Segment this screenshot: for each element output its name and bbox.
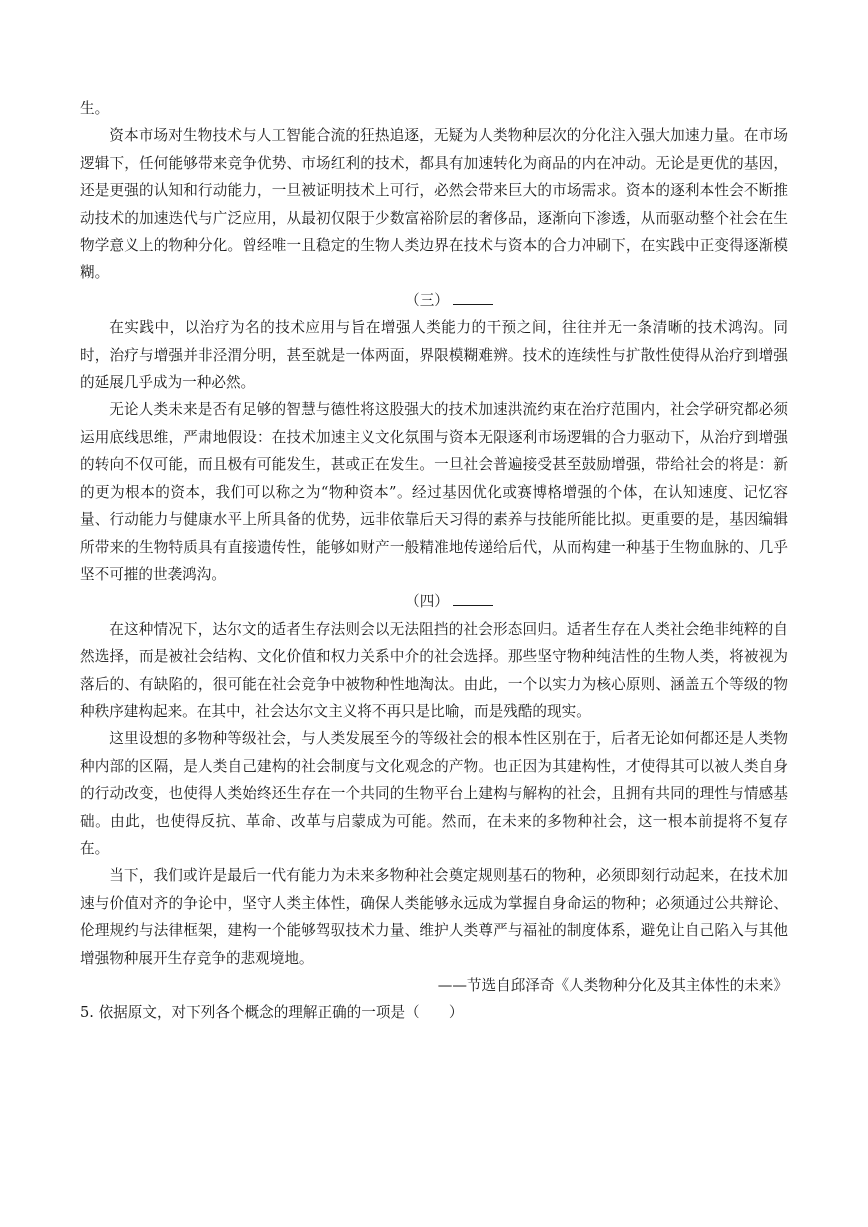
section-four-blank — [453, 591, 493, 606]
paragraph-species-capital: 无论人类未来是否有足够的智慧与德性将这股强大的技术加速洪流约束在治疗范围内，社会学研究都必须运用底线思维，严肃地假设：在技术加速主义文化氛围与资本无限逐利市场逻辑的合力驱动下，从治疗到增强的转向不仅可能，而且极有可能发生，甚或正在发生。一旦社会普遍接受甚至鼓励增强，带给社会的将是：新的更为根本的资本，我们可以称之为“物种资本”。经过基因优化或赛博格增强的个体，在认知速度、记忆容量、行动能力与健康水平上所具备的优势，远非依靠后天习得的素养与技能所能比拟。更重要的是，基因编辑所带来的生物特质具有直接遗传性，能够如财产一般精准地传递给后代，从而构建一种基于生物血脉的、几乎坚不可摧的世袭鸿沟。 — [80, 401, 788, 583]
section-three-blank — [453, 290, 493, 305]
paragraph-capital-market: 资本市场对生物技术与人工智能合流的狂热追逐，无疑为人类物种层次的分化注入强大加速力量。在市场逻辑下，任何能够带来竞争优势、市场红利的技术，都具有加速转化为商品的内在冲动。无论是更优的基因，还是更强的认知和行动能力，一旦被证明技术上可行，必然会带来巨大的市场需求。资本的逐利本性会不断推动技术的加速迭代与广泛应用，从最初仅限于少数富裕阶层的奢侈品，逐渐向下渗透，从而驱动整个社会在生物学意义上的物种分化。曾经唯一且稳定的生物人类边界在技术与资本的合力冲刷下，在实践中正变得逐渐模糊。 — [80, 127, 788, 282]
opening-fragment: 生。 — [80, 100, 110, 117]
paragraph-last-generation: 当下，我们或许是最后一代有能力为未来多物种社会奠定规则基石的物种，必须即刻行动起来，在技术加速与价值对齐的争论中，坚守人类主体性，确保人类能够永远成为掌握自身命运的物种；必须通过公共辩论、伦理规约与法律框架，建构一个能够驾驭技术力量、维护人类尊严与福祉的制度体系，避免让自己陷入与其他增强物种展开生存竞争的悲观境地。 — [80, 867, 788, 967]
paragraph-darwin: 在这种情况下，达尔文的适者生存法则会以无法阻挡的社会形态回归。适者生存在人类社会绝非纯粹的自然选择，而是被社会结构、文化价值和权力关系中介的社会选择。那些坚守物种纯洁性的生物人类，将被视为落后的、有缺陷的，很可能在社会竞争中被物种性地淘汰。由此，一个以实力为核心原则、涵盖五个等级的物种秩序建构起来。在其中，社会达尔文主义将不再只是比喻，而是残酷的现实。 — [80, 620, 788, 720]
question-5: 5. 依据原文，对下列各个概念的理解正确的一项是（ ） — [80, 1004, 464, 1022]
section-heading-three-label: （三） — [405, 291, 449, 309]
section-heading-four — [80, 588, 788, 615]
document-page — [80, 95, 788, 1027]
section-heading-three — [80, 287, 788, 314]
paragraph-multi-species-society: 这里设想的多物种等级社会，与人类发展至今的等级社会的根本性区别在于，后者无论如何都还是人类物种内部的区隔，是人类自己建构的社会制度与文化观念的产物。也正因为其建构性，才使得其可以被人类自身的行动改变，也使得人类始终还生存在一个共同的生物平台上建构与解构的社会，且拥有共同的理性与情感基础。由此，也使得反抗、革命、改革与启蒙成为可能。然而，在未来的多物种社会，这一根本前提将不复存在。 — [80, 730, 788, 857]
paragraph-treatment-enhancement: 在实践中，以治疗为名的技术应用与旨在增强人类能力的干预之间，往往并无一条清晰的技术鸿沟。同时，治疗与增强并非泾渭分明，甚至就是一体两面，界限模糊难辨。技术的连续性与扩散性使得从治疗到增强的延展几乎成为一种必然。 — [80, 319, 788, 392]
source-citation: ——节选自邱泽奇《人类物种分化及其主体性的未来》 — [437, 977, 788, 994]
section-heading-four-label: （四） — [405, 593, 449, 611]
